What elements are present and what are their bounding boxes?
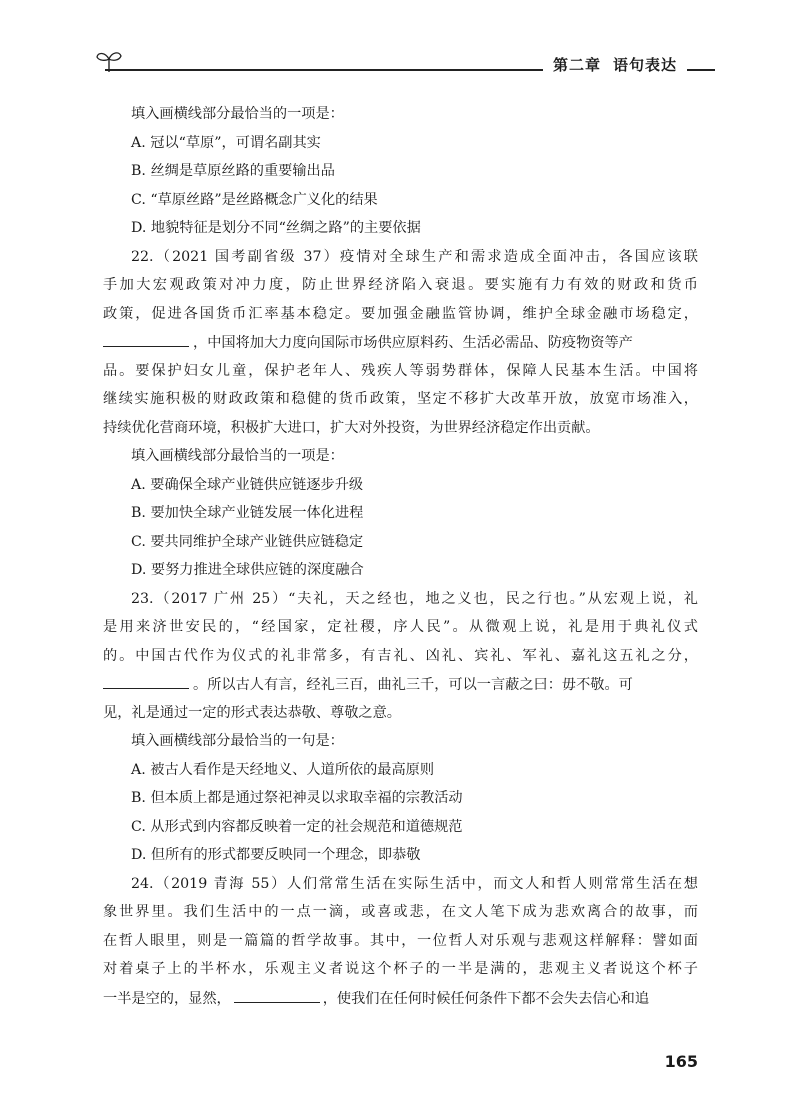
question-text-line: 品。要保护妇女儿童，保护老年人、残疾人等弱势群体，保障人民基本生活。中国将 — [103, 362, 698, 379]
option-d: D. 要努力推进全球供应链的深度融合 — [131, 562, 364, 578]
option-d: D. 地貌特征是划分不同“丝绸之路”的主要依据 — [131, 220, 421, 236]
question-text-segment: 一半是空的，显然， — [103, 990, 231, 1007]
question-text-line: 政策，促进各国货币汇率基本稳定。要加强金融监管协调，维护全球金融市场稳定， — [103, 305, 698, 322]
option-d: D. 但所有的形式都要反映同一个理念，即恭敬 — [131, 847, 421, 863]
question-text-line: 手加大宏观政策对冲力度，防止世界经济陷入衰退。要实施有力有效的财政和货币 — [103, 277, 698, 293]
question-prompt: 填入画横线部分最恰当的一项是： — [131, 106, 344, 122]
question-text-line — [103, 984, 698, 1013]
question-text-line: 在哲人眼里，则是一篇篇的哲学故事。其中，一位哲人对乐观与悲观这样解释：譬如面 — [103, 932, 698, 949]
option-a: A. 被古人看作是天经地义、人道所依的最高原则 — [131, 761, 435, 778]
option-c: C. 从形式到内容都反映着一定的社会规范和道德规范 — [131, 818, 463, 835]
option-b: B. 丝绸是草原丝路的重要输出品 — [131, 163, 335, 179]
fill-blank — [103, 670, 189, 689]
question-text-segment: 。所以古人有言，经礼三百，曲礼三千，可以一言蔽之曰：毋不敬。可 — [193, 677, 633, 693]
option-c: C. “草原丝路”是丝路概念广义化的结果 — [131, 191, 378, 208]
chapter-title — [543, 54, 687, 75]
option-b: B. 要加快全球产业链发展一体化进程 — [131, 505, 364, 521]
chapter-label: 第二章 — [552, 56, 601, 74]
question-text-line — [103, 328, 698, 357]
question-prompt: 填入画横线部分最恰当的一项是： — [131, 448, 344, 464]
question-text-line: 对着桌子上的半杯水，乐观主义者说这个杯子的一半是满的，悲观主义者说这个杯子 — [103, 961, 698, 977]
question-text-line: 见，礼是通过一定的形式表达恭敬、尊敬之意。 — [103, 704, 401, 721]
question-text-line: 24.（2019 青海 55）人们常常生活在实际生活中，而文人和哲人则常常生活在想 — [131, 875, 698, 892]
option-b: B. 但本质上都是通过祭祀神灵以求取幸福的宗教活动 — [131, 790, 463, 806]
page-body — [103, 100, 698, 1012]
question-text-line — [103, 670, 698, 699]
question-text-line: 是用来济世安民的，“经国家，定社稷，序人民”。从微观上说，礼是用于典礼仪式 — [103, 619, 698, 635]
question-text-line: 22.（2021 国考副省级 37）疫情对全球生产和需求造成全面冲击，各国应该联 — [131, 248, 698, 265]
page-header — [95, 52, 715, 82]
option-a: A. 冠以“草原”，可谓名副其实 — [131, 134, 321, 151]
option-c: C. 要共同维护全球产业链供应链稳定 — [131, 533, 364, 550]
question-text-segment: ，使我们在任何时候任何条件下都不会失去信心和追 — [322, 990, 650, 1007]
question-text-segment: ，中国将加大力度向国际市场供应原料药、生活必需品、防疫物资等产 — [193, 335, 633, 351]
question-text-line: 持续优化营商环境，积极扩大进口，扩大对外投资，为世界经济稳定作出贡献。 — [103, 419, 600, 436]
question-text-line: 23.（2017 广州 25）“夫礼，天之经也，地之义也，民之行也。”从宏观上说，礼 — [131, 590, 698, 607]
question-text-line: 象世界里。我们生活中的一点一滴，或喜或悲，在文人笔下成为悲欢离合的故事，而 — [103, 904, 698, 920]
question-text-line: 的。中国古代作为仪式的礼非常多，有吉礼、凶礼、宾礼、军礼、嘉礼这五礼之分， — [103, 647, 698, 664]
question-text-line: 继续实施积极的财政政策和稳健的货币政策，坚定不移扩大改革开放，放宽市场准入， — [103, 391, 698, 407]
section-label: 语句表达 — [612, 56, 677, 74]
option-a: A. 要确保全球产业链供应链逐步升级 — [131, 476, 364, 493]
question-prompt: 填入画横线部分最恰当的一句是： — [131, 733, 344, 749]
fill-blank — [234, 984, 320, 1003]
fill-blank — [103, 328, 189, 347]
page-number: 165 — [664, 1052, 698, 1071]
